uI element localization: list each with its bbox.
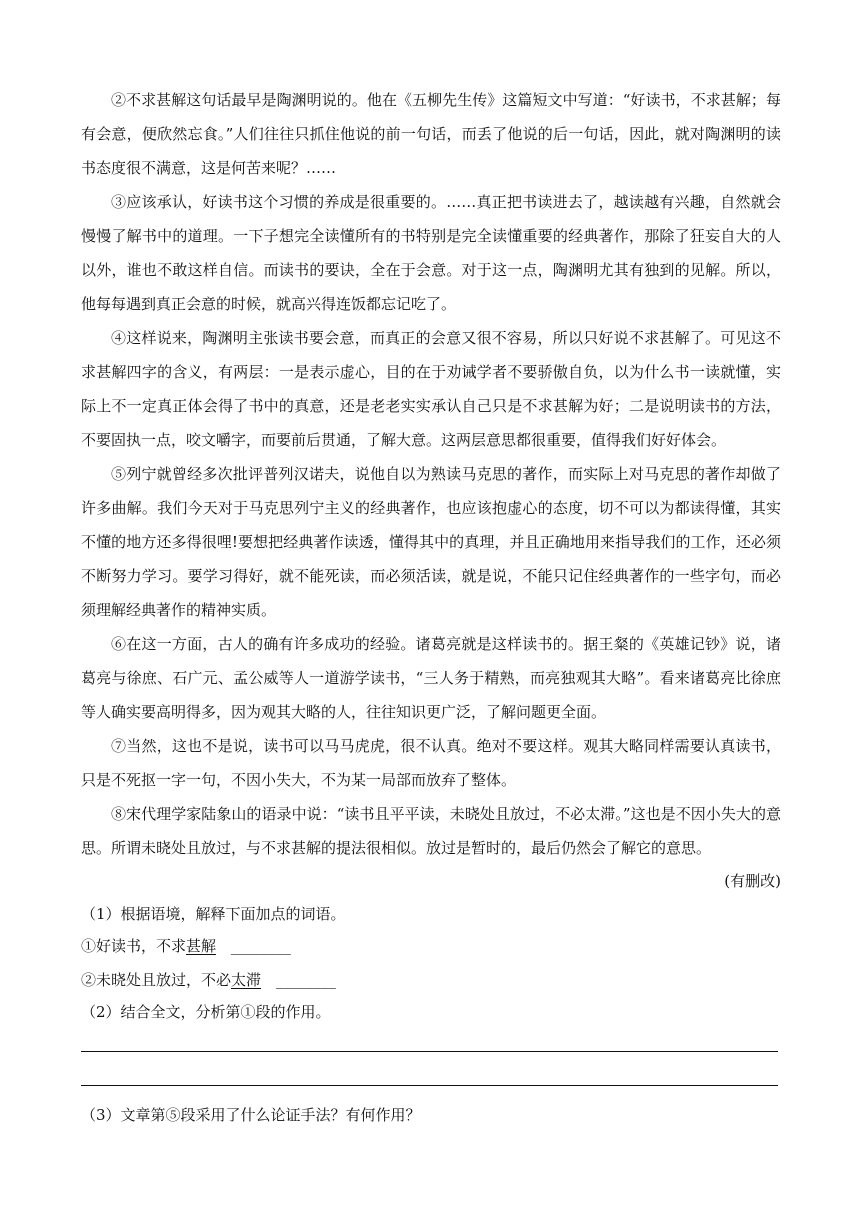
question-1-item-1 [81,936,291,956]
answer-line-2[interactable] [81,1085,778,1086]
q1-item2-answer-blank[interactable]: ________ [275,971,336,989]
source-note: (有删改) [724,872,781,890]
paragraph-8: ⑧宋代理学家陆象山的语录中说：“读书且平平读，未晓处且放过，不必太滞。”这也是不因小失大的意思。所谓未晓处且放过，与不求甚解的提法很相似。放过是暂时的，最后仍然会了解它的意思。 [81,805,781,857]
paragraph-4: ④这样说来，陶渊明主张读书要会意，而真正的会意又很不容易，所以只好说不求甚解了。可见这不求甚解四字的含义，有两层：一是表示虚心，目的在于劝诫学者不要骄傲自负，以为什么书一读就懂，实际上不一定真正体会得了书中的真意，还是老老实实承认自己只是不求甚解为好；二是说明读书的方法，不要固执一点，咬文嚼字，而要前后贯通，了解大意。这两层意思都很重要，值得我们好好体会。 [81,329,781,449]
paragraph-3: ③应该承认，好读书这个习惯的养成是很重要的。……真正把书读进去了，越读越有兴趣，自然就会慢慢了解书中的道理。一下子想完全读懂所有的书特别是完全读懂重要的经典著作，那除了狂妄自大的人以外，谁也不敢这样自信。而读书的要诀，全在于会意。对于这一点，陶渊明尤其有独到的见解。所以，他每每遇到真正会意的时候，就高兴得连饭都忘记吃了。 [81,193,781,313]
questions-section [81,0,781,1216]
question-1-title: （1）根据语境，解释下面加点的词语。 [81,905,346,923]
paragraph-2: ②不求甚解这句话最早是陶渊明说的。他在《五柳先生传》这篇短文中写道：“好读书，不求甚解；每有会意，便欣然忘食。”人们往往只抓住他说的前一句话，而丢了他说的后一句话，因此，就对陶渊明的读书态度很不满意，这是何苦来呢？…… [81,91,781,177]
q1-item2-word: 太滞 [231,971,262,989]
question-1-item-2 [81,970,336,990]
question-2-title: （2）结合全文，分析第①段的作用。 [81,1003,331,1021]
paragraph-5: ⑤列宁就曾经多次批评普列汉诺夫，说他自以为熟读马克思的著作，而实际上对马克思的著作却做了许多曲解。我们今天对于马克思列宁主义的经典著作，也应该抱虚心的态度，切不可以为都读得懂，其实不懂的地方还多得很哩!要想把经典著作读透，懂得其中的真理，并且正确地用来指导我们的工作，还必须不断努力学习。要学习得好，就不能死读，而必须活读，就是说，不能只记住经典著作的一些字句，而必须理解经典著作的精神实质。 [81,465,781,619]
q1-item1-answer-blank[interactable]: ________ [230,937,291,955]
q1-item1-prefix: ①好读书，不求 [81,937,187,955]
paragraph-7: ⑦当然，这也不是说，读书可以马马虎虎，很不认真。绝对不要这样。观其大略同样需要认真读书，只是不死抠一字一句，不因小失大，不为某一局部而放弃了整体。 [81,737,781,789]
question-3-title: （3）文章第⑤段采用了什么论证手法？有何作用？ [81,1106,421,1124]
paragraph-6: ⑥在这一方面，古人的确有许多成功的经验。诸葛亮就是这样读书的。据王粲的《英雄记钞》说，诸葛亮与徐庶、石广元、孟公威等人一道游学读书，“三人务于精熟，而亮独观其大略”。看来诸葛亮比徐庶等人确实要高明得多，因为观其大略的人，往往知识更广泛，了解问题更全面。 [81,635,781,721]
q1-item2-prefix: ②未晓处且放过，不必 [81,971,232,989]
q1-item1-word: 甚解 [186,937,217,955]
answer-line-1[interactable] [81,1051,778,1052]
